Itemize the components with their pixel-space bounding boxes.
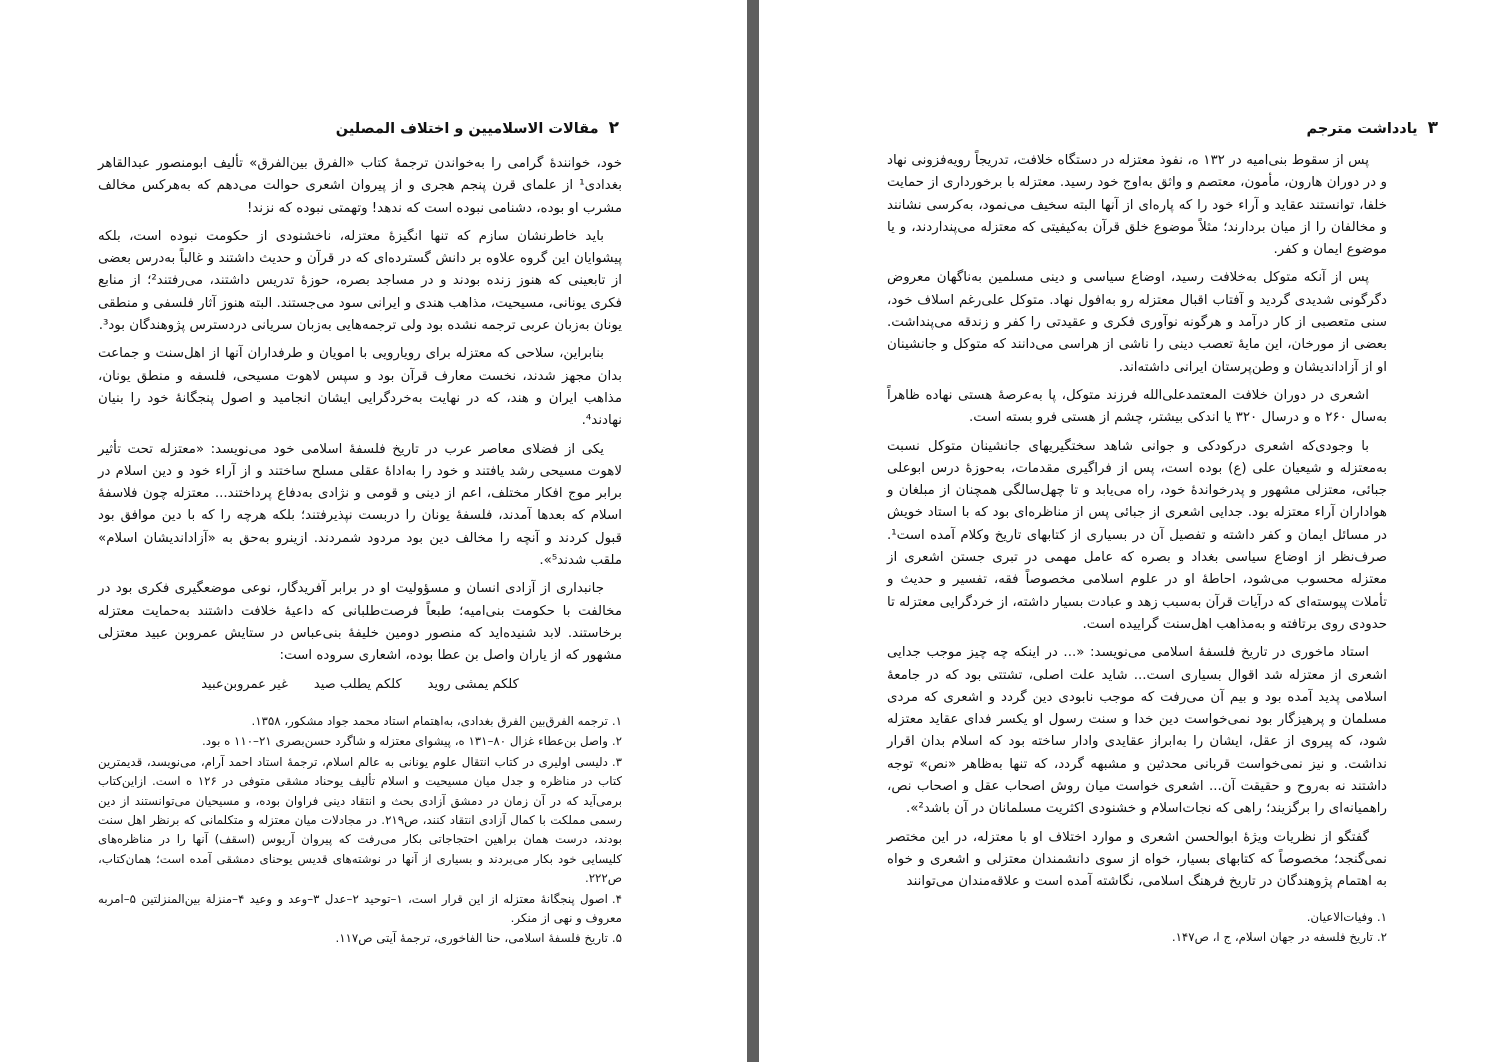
paragraph: خود، خوانندهٔ گرامی را به‌خواندن ترجمهٔ کتاب «الفرق بین‌الفرق» تألیف ابومنصور عبدالقاهر بغدادی¹ از علمای قرن پنجم هجری و از پیروان اشعری حوالت می‌دهم که به‌هرکس مخالف مشرب او بوده، دشنامی نبوده است که ندهد! وتهمتی نبوده که نزند! [98, 156, 622, 216]
page-number: ۳ [1427, 118, 1438, 138]
left-page [0, 0, 747, 1062]
footnote-text: وفیات‌الاعیان. [1306, 910, 1373, 924]
footnote [98, 712, 622, 731]
footnote-text: ترجمه الفرق‌بین الفرق بغدادی، به‌اهتمام استاد محمد جواد مشکور، ۱۳۵۸. [251, 714, 608, 728]
footnotes [98, 712, 622, 950]
footnote [98, 890, 622, 929]
footnote-text: تاریخ فلسفهٔ اسلامی، حنا الفاخوری، ترجمهٔ آیتی ص۱۱۷. [335, 931, 608, 946]
running-header [336, 118, 619, 138]
footnote [98, 732, 622, 751]
running-title: یادداشت مترجم [1306, 121, 1418, 137]
paragraph: اشعری در دوران خلافت المعتمدعلی‌الله فرزند متوکل، پا به‌عرصهٔ هستی نهاده ظاهراً به‌سال ۲۶۰ ه و درسال ۳۲۰ یا اندکی بیشتر، چشم از هستی فرو بسته است. [887, 387, 1387, 426]
paragraph: پس از آنکه متوکل به‌خلافت رسید، اوضاع سیاسی و دینی مسلمین به‌ناگهان معروض دگرگونی شدیدی گردید و آفتاب اقبال معتزله رو به‌افول نهاد. متوکل علی‌رغم اسلاف خود، سنی متعصبی از کار درآمد و هرگونه نوآوری فکری و عقیدتی را کفر و زندقه می‌پنداشت. بعضی از مورخان، این مایهٔ تعصب دینی را ناشی از هراسی می‌دانند که متوکل و جانشینان او از آزاداندیشان و وطن‌پرستان ایرانی داشته‌اند. [887, 270, 1387, 375]
footnote-number: ۳. [611, 754, 622, 769]
right-page [759, 0, 1506, 1062]
footnote [887, 908, 1387, 927]
paragraph: استاد ماخوری در تاریخ فلسفهٔ اسلامی می‌نویسد: «... در اینکه چه چیز موجب جدایی اشعری از معتزله شد اقوال بسیاری است... شاید علت اصلی، تشتتی بود که در جامعهٔ اسلامی پدید آمده بود و بیم آن می‌رفت که موجب نابودی دین گردد و اشعری که مردی مسلمان و پرهیزگار بود نمی‌خواست دین خدا و سنت رسول او یکسر فدای عقاید معتزله شود، که پیروی از عقل، ایشان را به‌ابراز عقایدی وادار ساخته بود که اسلام بدان اقرار نداشت. و نیز نمی‌خواست قربانی محدثین و مشبهه گردد، که تنها به‌ظاهر «نص» توجه داشتند نه به‌روح و حقیقت آن... اشعری خواست میان روش اصحاب عقل و اصحاب نص، راهمیانه‌ای را برگزیند؛ راهی که نجات‌اسلام و خشنودی اکثریت مسلمانان در آن باشد²». [887, 645, 1387, 817]
page-number: ۲ [608, 118, 619, 138]
paragraph: پس از سقوط بنی‌امیه در ۱۳۲ ه، نفوذ معتزله در دستگاه خلافت، تدریجاً رویه‌فزونی نهاد و در دوران هارون، مأمون، معتصم و واثق به‌اوج خود رسید. معتزله با برخورداری از حمایت خلفا، توانستند عقاید و آراء خود را که پاره‌ای از آنها البته سخیف می‌نمود، به‌کرسی نشانند و مخالفان را از میان بردارند؛ مثلاً موضوع خلق قرآن به‌کیفیتی که معتزله می‌پنداردند، و یا موضوع ایمان و کفر. [887, 153, 1387, 258]
footnote-number: ۲. [1376, 930, 1387, 945]
verse-hemistich: غیر عمروبن‌عبید [201, 676, 288, 692]
body-text [98, 153, 622, 696]
footnote-number: ۵. [611, 931, 622, 946]
footnote-text: اصول پنجگانهٔ معتزله از این قرار است، ۱–توحید ۲–عدل ۳–وعد و وعید ۴–منزلة بین‌المنزلتین ۵–امربه معروف و نهی از منکر. [98, 891, 622, 926]
book-gutter [747, 0, 759, 1062]
poem-verse [98, 674, 622, 696]
verse-hemistich: کلکم یمشی روید [427, 676, 519, 692]
footnote-text: واصل بن‌عطاء غزال ۸۰–۱۳۱ ه، پیشوای معتزله و شاگرد حسن‌بصری ۲۱–۱۱۰ ه بود. [201, 734, 608, 749]
footnote [98, 753, 622, 889]
verse-hemistich: کلکم یطلب صید [313, 676, 402, 692]
paragraph: جانبداری از آزادی انسان و مسؤولیت او در برابر آفریدگار، نوعی موضعگیری فکری بود در مخالفت با حکومت بنی‌امیه؛ طبعاً فرصت‌طلبانی که داعیهٔ خلافت داشتند به‌حمایت معتزله برخاستند. لابد شنیده‌اید که منصور دومین خلیفهٔ بنی‌عباس در ستایش عمروبن عبید معتزلی مشهور که از یاران واصل بن عطا بوده، اشعاری سروده است: [98, 581, 622, 664]
running-title: مقالات الاسلاميين و اختلاف المصلين [335, 121, 599, 137]
footnote-number: ۱. [1376, 910, 1387, 924]
body-text [887, 150, 1387, 900]
paragraph: گفتگو از نظریات ویژهٔ ابوالحسن اشعری و موارد اختلاف او با معتزله، در این مختصر نمی‌گنجد؛ مخصوصاً که کتابهای بسیار، خواه از سوی دانشمندان معتزلی و اشعری و خواه به اهتمام پژوهندگان در تاریخ فرهنگ اسلامی، نگاشته آمده است و علاقه‌مندان می‌توانند [887, 829, 1387, 890]
footnote-number: ۴. [611, 891, 623, 906]
footnote [887, 928, 1387, 947]
footnote-text: دلیسی اولیری در کتاب انتقال علوم یونانی به عالم اسلام، ترجمهٔ استاد احمد آرام، می‌نویسد، قدیمترین کتاب در مناظره و جدل میان مسیحیت و اسلام تألیف یوحناد مشقی متوفی در ۱۲۶ ه است. ازاین‌کتاب برمی‌آید که در آن زمان در دمشق آزادی بحث و انتقاد دینی فراوان بوده، و مسیحیان می‌توانستند از دین رسمی مملکت با کمال آزادی انتقاد کنند، ص۲۱۹. در مجادلات میان معتزله و متکلمانی که برنظر اهل سنت بودند، درست همان براهین احتجاجاتی بکار می‌رفت که پیروان آریوس (اسقف) آنها را در مناظره‌های کلیسایی خود بکار می‌بردند و بسیاری از آنها در نوشته‌های قدیس یوحنای دمشقی آمده است؛ همان‌کتاب، ص۲۲۲. [98, 754, 622, 886]
footnotes [887, 908, 1387, 949]
paragraph: بنابراین، سلاحی که معتزله برای رویارویی با امویان و طرفداران آنها از اهل‌سنت و جماعت بدان مجهز شدند، نخست معارف قرآن بود و سپس لاهوت مسیحی، فلسفه و منطق یونان، مذاهب ایران و هند، که در نهایت به‌خردگرایی ایشان انجامید و اصول پنجگانهٔ خود را بنیان نهادند⁴. [98, 346, 622, 429]
paragraph: باید خاطرنشان سازم که تنها انگیزهٔ معتزله، ناخشنودی از حکومت نبوده است، بلکه پیشوایان این گروه علاوه بر دانش گسترده‌ای که در قرآن و حدیث داشتند و غالباً به‌درس بعضی از تابعینی که هنوز زنده بودند و در مساجد بصره، حوزهٔ تدریس داشتند، می‌رفتند²؛ از منابع فکری یونانی، مسیحیت، مذاهب هندی و ایرانی سود می‌جستند. البته هنوز آثار فلسفی و منطقی یونان به‌زبان عربی ترجمه نشده بود ولی ترجمه‌هایی به‌زبان سریانی دردسترس پژوهندگان بود³. [98, 228, 622, 334]
paragraph: با وجودی‌که اشعری درکودکی و جوانی شاهد سختگیریهای جانشینان متوکل نسبت به‌معتزله و شیعیان علی (ع) بوده است، پس از فراگیری مقدمات، به‌حوزهٔ درس ابوعلی جبائی، معتزلی مشهور و پدرخواندهٔ خود، راه می‌یابد و تا چهل‌سالگی همچنان از مبلغان و هواداران آراء معتزله بود. جدایی اشعری از جبائی پس از مناظره‌ای بود که با استاد خویش در مسائل ایمان و کفر داشته و تفصیل آن در بسیاری از کتابهای تاریخ وکلام آمده است¹. صرف‌نظر از اوضاع سیاسی بغداد و بصره که عامل مهمی در تبری جستن اشعری از معتزله محسوب می‌شود، احاطهٔ او در علوم اسلامی مخصوصاً فقه، تفسیر و حدیث و تأملات پیوسته‌ای که درآیات قرآن به‌سبب زهد و عبادت بسیار داشته، از خردگرایی معتزله تا حدودی روی برتافته و به‌مذاهب اهل‌سنت گراییده است. [887, 438, 1387, 632]
footnote-number: ۱. [611, 714, 622, 728]
paragraph: یکی از فضلای معاصر عرب در تاریخ فلسفهٔ اسلامی خود می‌نویسد: «معتزله تحت تأثیر لاهوت مسیحی رشد یافتند و خود را به‌اداهٔ عقلی مسلح ساختند و از آراء خود و دین اسلام در برابر موج افکار مختلف، اعم از دینی و قومی و نژادی به‌دفاع پرداختند... معتزله چون فلاسفهٔ اسلام که بعدها آمدند، فلسفهٔ یونان را دربست نپذیرفتند؛ بلکه هرچه را که با دین موافق بود قبول کردند و آنچه را مخالف دین بود مردود شمردند. ازینرو به‌حق به «آزاداندیشان اسلام» ملقب شدند⁵». [98, 441, 622, 569]
footnote-number: ۲. [611, 734, 622, 749]
running-header [1306, 118, 1438, 138]
footnote-text: تاریخ فلسفه در جهان اسلام، ج ا، ص۱۴۷. [1171, 930, 1373, 945]
footnote [98, 929, 622, 948]
